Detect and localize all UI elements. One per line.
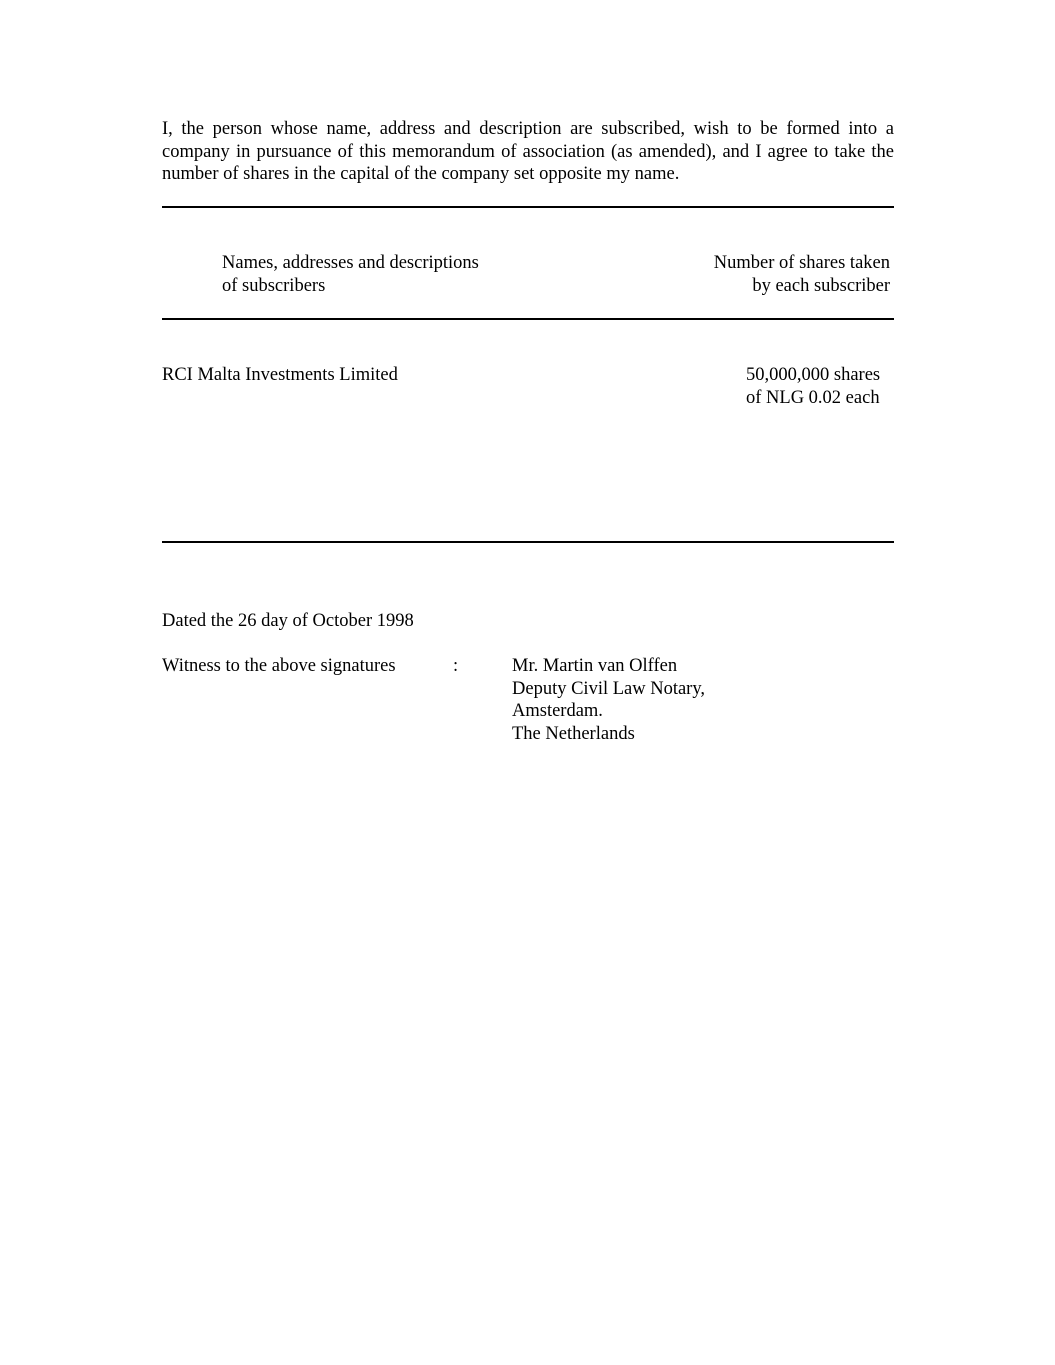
column-header-shares-line: Number of shares taken — [713, 253, 890, 273]
subscriber-shares-line: of NLG 0.02 each — [746, 387, 880, 408]
witness-label: Witness to the above signatures — [162, 656, 396, 676]
witness-country: The Netherlands — [512, 723, 635, 744]
intro-paragraph: I, the person whose name, address and description are subscribed, wish to be formed into a company in pursuance of this memorandum of association (as amended), and I agree to take the number of shares in the capital of the company set opposite my name. — [162, 119, 894, 184]
column-header-shares — [714, 252, 890, 297]
column-header-names-line: of subscribers — [222, 275, 326, 296]
witness-title: Deputy Civil Law Notary, — [512, 678, 706, 699]
witness-details — [512, 655, 705, 745]
witness-colon: : — [453, 656, 459, 676]
divider-bottom — [162, 541, 894, 543]
divider-header — [162, 318, 894, 320]
subscriber-shares-line: 50,000,000 shares — [746, 365, 881, 385]
column-header-names — [222, 252, 479, 297]
witness-city: Amsterdam. — [512, 701, 603, 721]
column-header-shares-line: by each subscriber — [752, 275, 890, 296]
divider-top — [162, 206, 894, 208]
dated-line: Dated the 26 day of October 1998 — [162, 611, 414, 631]
subscriber-name: RCI Malta Investments Limited — [162, 365, 398, 385]
subscriber-shares — [746, 364, 880, 409]
witness-name: Mr. Martin van Olffen — [512, 656, 678, 676]
column-header-names-line: Names, addresses and descriptions — [222, 253, 479, 273]
